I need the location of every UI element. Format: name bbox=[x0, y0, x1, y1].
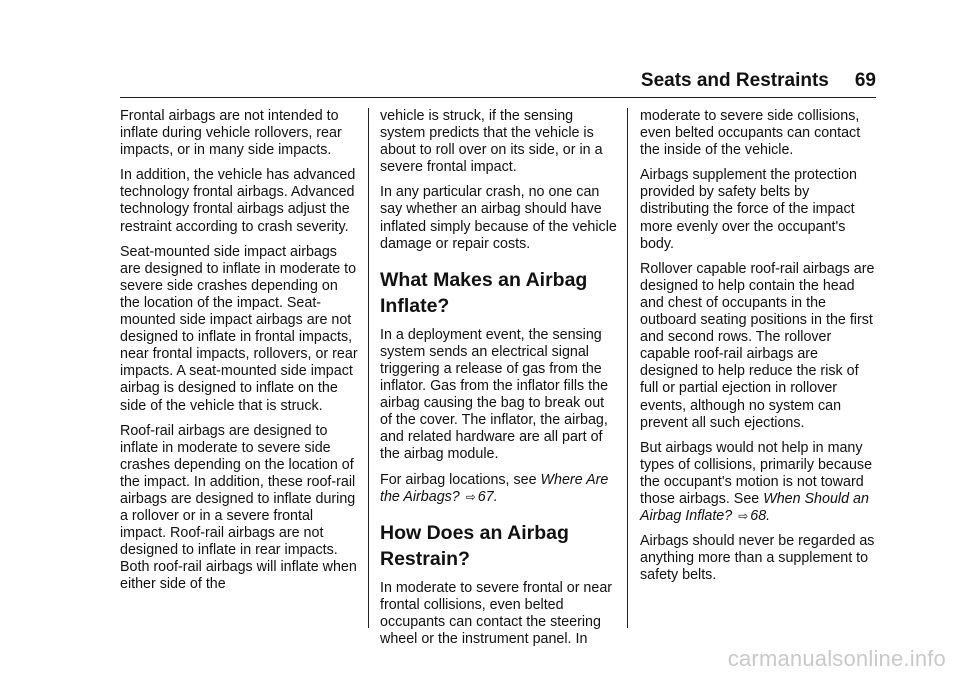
column-divider-2 bbox=[627, 108, 628, 628]
watermark: carmanualsonline.info bbox=[727, 646, 946, 671]
paragraph: Roof-rail airbags are designed to inflate in moderate to severe side crashes depending on the location of the impact. In addition, these roof-rail airbags are designed to inflate during a rollover or in a severe frontal impact. Roof-rail airbags are not designed to inflate in rear impacts. Both roof-rail airbags will inflate when either side of the bbox=[120, 422, 357, 593]
xref-link-when-should-an-airbag-inflate[interactable]: When Should an Airbag Inflate? bbox=[640, 490, 869, 525]
paragraph: Airbags should never be regarded as anything more than a supplement to safety belts. bbox=[640, 533, 875, 584]
cross-reference-when-should-airbag-inflate bbox=[640, 440, 880, 525]
paragraph: In addition, the vehicle has advanced technology frontal airbags. Advanced technology frontal airbags adjust the restraint according to crash severity. bbox=[120, 167, 356, 235]
cross-reference-airbag-locations bbox=[380, 472, 620, 506]
section-heading-what-makes-airbag-inflate: What Makes an Airbag Inflate? bbox=[380, 268, 588, 317]
paragraph: moderate to severe side collisions, even belted occupants can contact the inside of the vehicle. bbox=[640, 108, 861, 159]
paragraph: In any particular crash, no one can say whether an airbag should have inflated simply because of the vehicle damage or repair costs. bbox=[380, 184, 617, 252]
paragraph: Rollover capable roof-rail airbags are designed to help contain the head and chest of occupants in the outboard seating positions in the first and second rows. The rollover capable roof-rail airbags are designed to help reduce the risk of full or partial ejection in rollover events, although no system can prevent all such ejections. bbox=[640, 260, 875, 431]
xref-page-number[interactable]: 67. bbox=[477, 488, 498, 505]
column-1 bbox=[120, 108, 360, 602]
section-title: Seats and Restraints bbox=[640, 70, 829, 91]
column-2 bbox=[380, 108, 620, 656]
paragraph: Frontal airbags are not intended to inflate during vehicle rollovers, rear impacts, or in many side impacts. bbox=[120, 108, 342, 159]
column-divider-1 bbox=[368, 108, 369, 628]
paragraph: Airbags supplement the protection provided by safety belts by distributing the force of the impact more evenly over the occupant's body. bbox=[640, 167, 857, 252]
section-heading-how-does-airbag-restrain: How Does an Airbag Restrain? bbox=[380, 521, 569, 570]
column-3 bbox=[640, 108, 880, 592]
xref-prefix: But airbags would not help in many types of collisions, primarily because the occupant's motion is not toward those airbags. See bbox=[640, 439, 873, 507]
xref-page-number[interactable]: 68. bbox=[750, 508, 771, 525]
paragraph: In moderate to severe frontal or near frontal collisions, even belted occupants can contact the steering wheel or the instrument panel. In bbox=[380, 579, 613, 647]
page-ref-arrow-icon: ⇨ bbox=[465, 489, 476, 504]
page-ref-arrow-icon: ⇨ bbox=[738, 509, 749, 524]
page-header bbox=[120, 70, 876, 92]
xref-link-where-are-the-airbags[interactable]: Where Are the Airbags? bbox=[380, 471, 609, 505]
xref-prefix: For airbag locations, see bbox=[380, 471, 541, 488]
page-number: 69 bbox=[854, 70, 876, 91]
paragraph: vehicle is struck, if the sensing system predicts that the vehicle is about to roll over on its side, or in a severe frontal impact. bbox=[380, 108, 603, 176]
paragraph: In a deployment event, the sensing system sends an electrical signal triggering a release of gas from the inflator. Gas from the inflator fills the airbag causing the bag to break out of the cover. The inflator, the airbag, and related hardware are all part of the airbag module. bbox=[380, 326, 609, 463]
paragraph: Seat-mounted side impact airbags are designed to inflate in moderate to severe side crashes depending on the location of the impact. Seat-mounted side impact airbags are not designed to inflate in frontal impacts, near frontal impacts, rollovers, or rear impacts. A seat-mounted side impact airbag is designed to inflate on the side of the vehicle that is struck. bbox=[120, 243, 358, 414]
header-rule bbox=[120, 97, 876, 98]
